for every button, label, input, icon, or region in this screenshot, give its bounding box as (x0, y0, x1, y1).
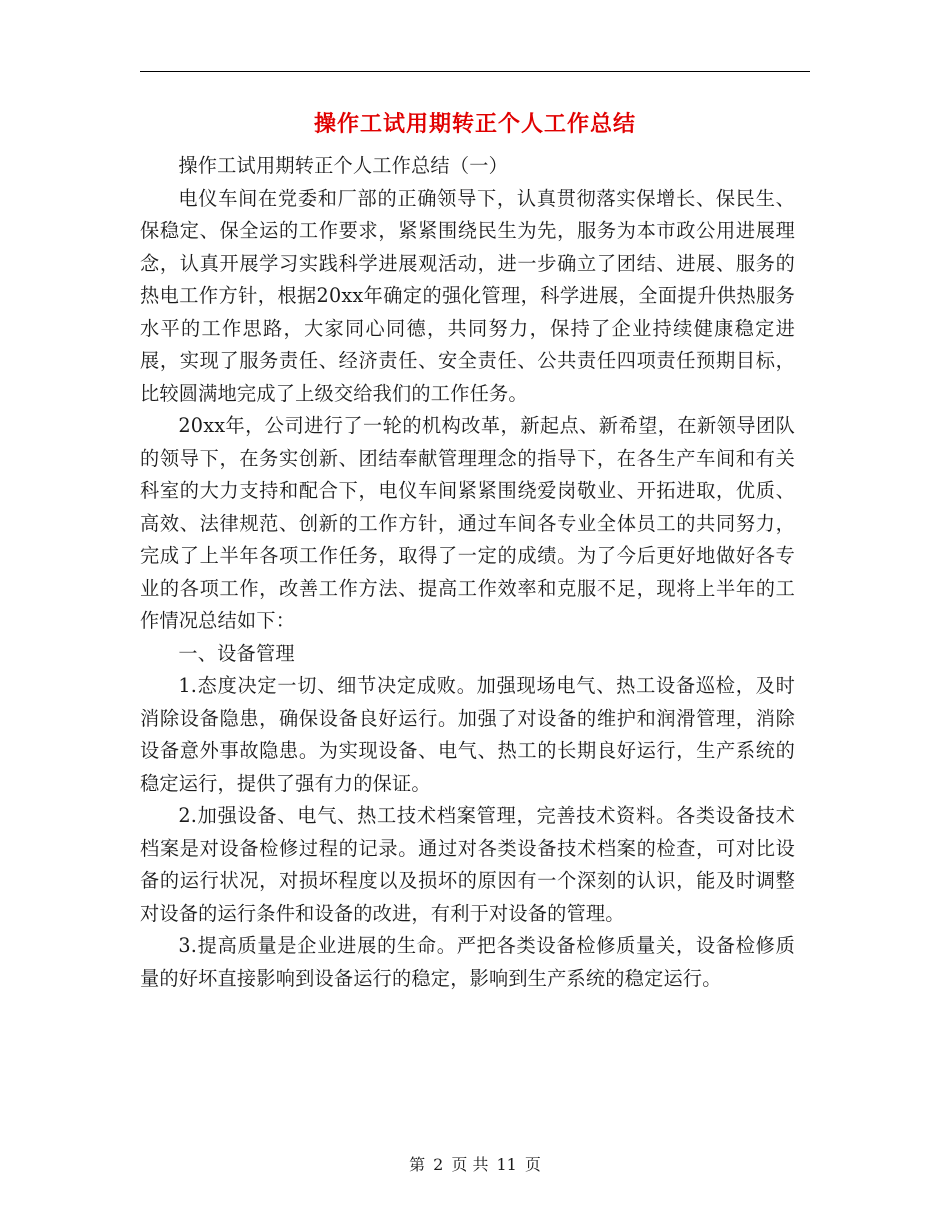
footer-suffix: 页 (524, 1155, 541, 1174)
total-page-count: 11 (496, 1155, 517, 1174)
paragraph: 电仪车间在党委和厂部的正确领导下，认真贯彻落实保增长、保民生、保稳定、保全运的工作要求，紧紧围绕民生为先，服务为本市政公用进展理念，认真开展学习实践科学进展观活动，进一步确立了团结、进展、服务的热电工作方针，根据20xx年确定的强化管理，科学进展，全面提升供热服务水平的工作思路，大家同心同德，共同努力，保持了企业持续健康稳定进展，实现了服务责任、经济责任、安全责任、公共责任四项责任预期目标，比较圆满地完成了上级交给我们的工作任务。 (140, 186, 795, 405)
paragraph: 2.加强设备、电气、热工技术档案管理，完善技术资料。各类设备技术档案是对设备检修过程的记录。通过对各类设备技术档案的检查，可对比设备的运行状况，对损坏程度以及损坏的原因有一个深刻的认识，能及时调整对设备的运行条件和设备的改进，有利于对设备的管理。 (140, 804, 795, 925)
section-subtitle: 操作工试用期转正个人工作总结（一） (178, 154, 508, 177)
document-body (140, 150, 795, 995)
paragraph: 3.提高质量是企业进展的生命。严把各类设备检修质量关，设备检修质量的好坏直接影响到设备运行的稳定，影响到生产系统的稳定运行。 (140, 934, 795, 990)
header-rule (140, 71, 810, 72)
current-page-number: 2 (433, 1155, 444, 1174)
section-heading: 一、设备管理 (178, 641, 295, 665)
page-footer (0, 1153, 950, 1177)
footer-prefix: 第 (409, 1155, 426, 1174)
paragraph: 20xx年，公司进行了一轮的机构改革，新起点、新希望，在新领导团队的领导下，在务实创新、团结奉献管理理念的指导下，在各生产车间和有关科室的大力支持和配合下，电仪车间紧紧围绕爱岗敬业、开拓进取，优质、高效、法律规范、创新的工作方针，通过车间各专业全体员工的共同努力，完成了上半年各项工作任务，取得了一定的成绩。为了今后更好地做好各专业的各项工作，改善工作方法、提高工作效率和克服不足，现将上半年的工作情况总结如下： (140, 414, 795, 632)
footer-middle: 页 共 (451, 1155, 489, 1174)
paragraph: 1.态度决定一切、细节决定成败。加强现场电气、热工设备巡检，及时消除设备隐患，确保设备良好运行。加强了对设备的维护和润滑管理，消除设备意外事故隐患。为实现设备、电气、热工的长期良好运行，生产系统的稳定运行，提供了强有力的保证。 (140, 674, 795, 795)
document-title: 操作工试用期转正个人工作总结 (313, 111, 636, 137)
